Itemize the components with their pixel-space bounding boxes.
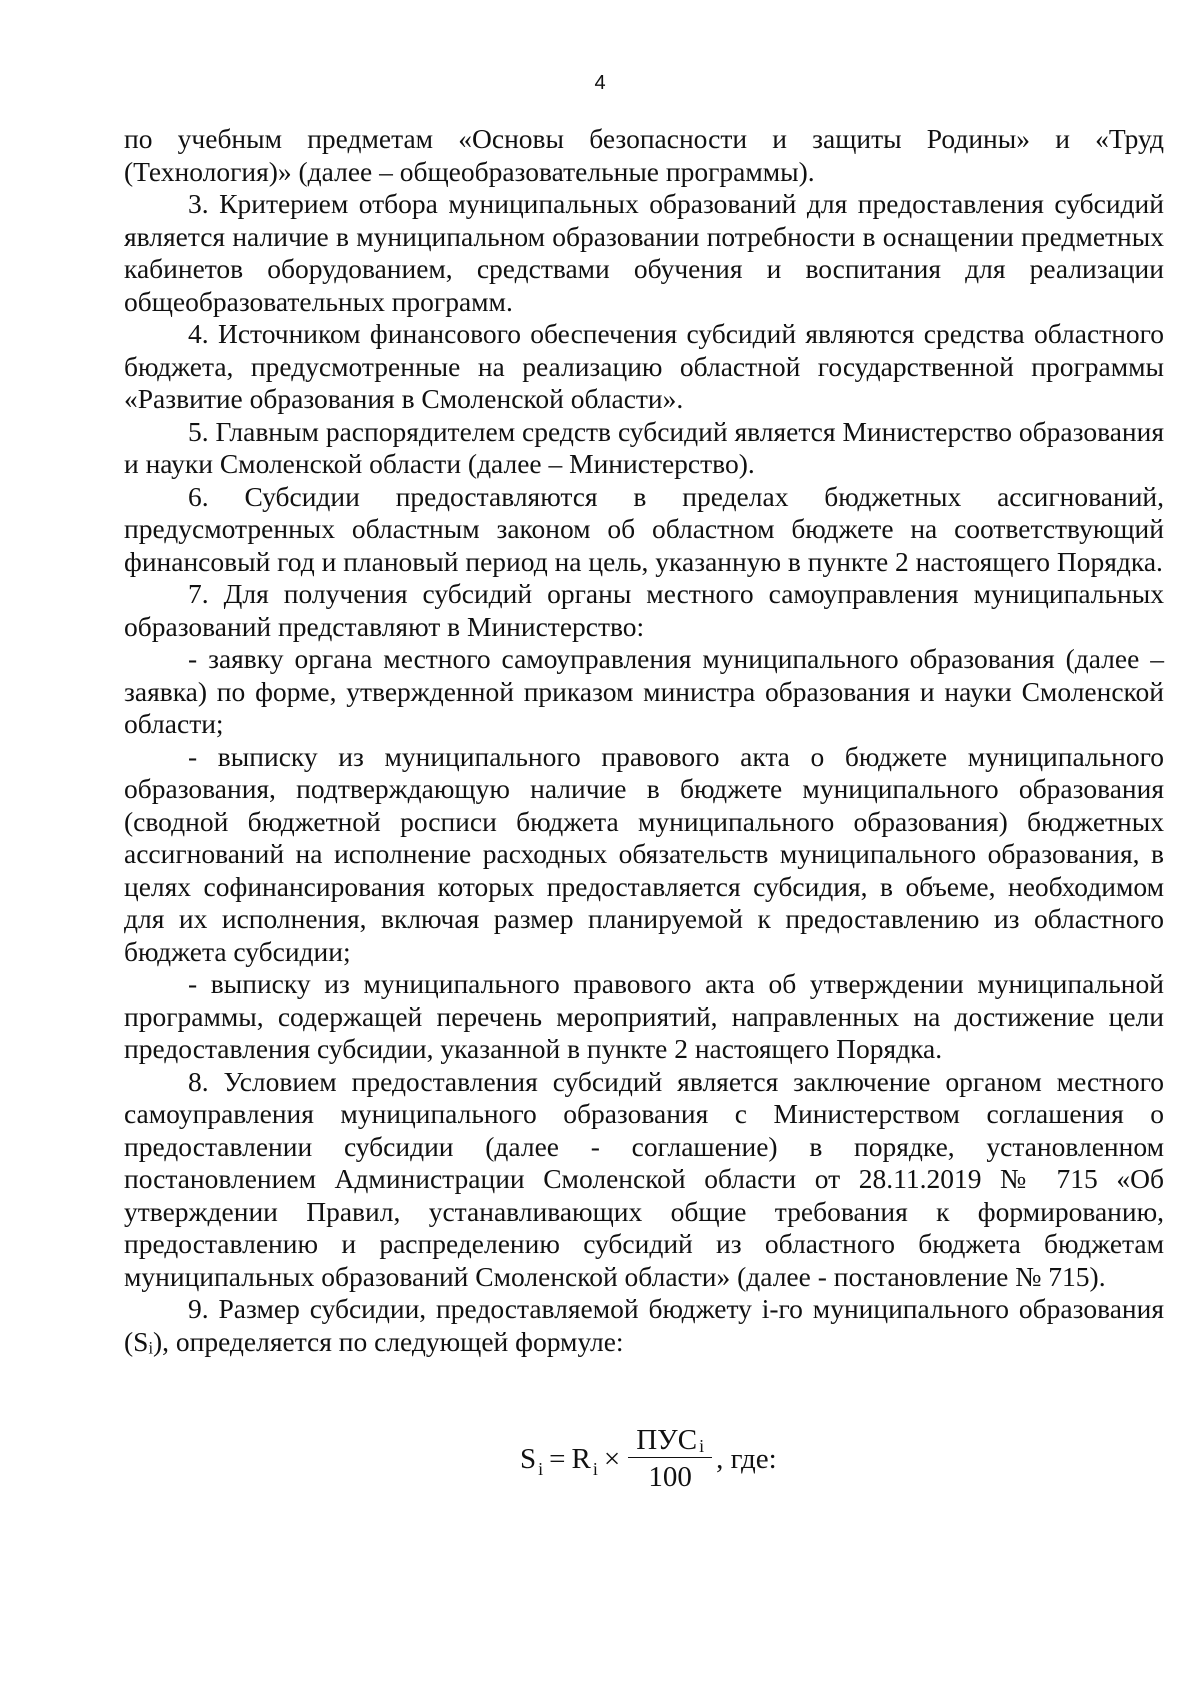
formula-equals: = xyxy=(549,1443,566,1475)
paragraph-item-4: 4. Источником финансового обеспечения субсидий являются средства областного бюджета, предусмотренные на реализацию областной государственной программы «Развитие образования в Смоленской области». xyxy=(124,318,1164,414)
formula-numerator-text: ПУС xyxy=(636,1424,698,1456)
page-number: 4 xyxy=(594,72,606,94)
formula-times: × xyxy=(603,1443,621,1475)
formula-fraction xyxy=(628,1425,712,1494)
formula-r-subscript: i xyxy=(592,1459,598,1479)
paragraph-item-3: 3. Критерием отбора муниципальных образований для предоставления субсидий является наличие в муниципальном образовании потребности в оснащении предметных кабинетов оборудованием, средствами обучения и воспитания для реализации общеобразовательных программ. xyxy=(124,188,1164,317)
formula-lhs: S xyxy=(520,1443,537,1475)
formula-suffix: , где: xyxy=(716,1443,777,1475)
paragraph-item-9: 9. Размер субсидии, предоставляемой бюджету i-го муниципального образования (Sᵢ), определяется по следующей формуле: xyxy=(124,1293,1164,1357)
formula-r: R xyxy=(571,1443,591,1475)
formula-denominator: 100 xyxy=(648,1461,692,1493)
formula-numerator xyxy=(628,1425,712,1458)
paragraph-item-7: 7. Для получения субсидий органы местного самоуправления муниципальных образований представляют в Министерство: xyxy=(124,578,1164,642)
formula-numerator-subscript: i xyxy=(699,1436,705,1456)
paragraph-continuation: по учебным предметам «Основы безопасности и защиты Родины» и «Труд (Технология)» (далее – общеобразовательные программы). xyxy=(124,123,1164,187)
paragraph-item-5: 5. Главным распорядителем средств субсидий является Министерство образования и науки Смоленской области (далее – Министерство). xyxy=(124,415,1164,479)
paragraph-bullet-application: - заявку органа местного самоуправления муниципального образования (далее – заявка) по форме, утвержденной приказом министра образования и науки Смоленской области; xyxy=(124,643,1164,739)
paragraph-bullet-budget-extract: - выписку из муниципального правового акта о бюджете муниципального образования, подтверждающую наличие в бюджете муниципального образования (сводной бюджетной росписи бюджета муниципального образования) бюджетных ассигнований на исполнение расходных обязательств муниципального образования, в целях софинансирования которых предоставляется субсидия, в объеме, необходимом для их исполнения, включая размер планируемой к предоставлению из областного бюджета субсидии; xyxy=(124,740,1164,967)
document-body xyxy=(124,123,1164,1358)
paragraph-item-6: 6. Субсидии предоставляются в пределах бюджетных ассигнований, предусмотренных областным законом об областном бюджете на соответствующий финансовый год и плановый период на цель, указанную в пункте 2 настоящего Порядка. xyxy=(124,480,1164,577)
formula-lhs-subscript: i xyxy=(538,1459,544,1479)
paragraph-item-8: 8. Условием предоставления субсидий является заключение органом местного самоуправления муниципального образования с Министерством соглашения о предоставлении субсидии (далее - соглашение) в порядке, установленном постановлением Администрации Смоленской области от 28.11.2019 № 715 «Об утверждении Правил, устанавливающих общие требования к формированию, предоставлению и распределению субсидий из областного бюджета бюджетам муниципальных образований Смоленской области» (далее - постановление № 715). xyxy=(124,1065,1164,1292)
subsidy-formula xyxy=(520,1425,777,1494)
paragraph-bullet-program-extract: - выписку из муниципального правового акта об утверждении муниципальной программы, содержащей перечень мероприятий, направленных на достижение цели предоставления субсидии, указанной в пункте 2 настоящего Порядка. xyxy=(124,968,1164,1064)
